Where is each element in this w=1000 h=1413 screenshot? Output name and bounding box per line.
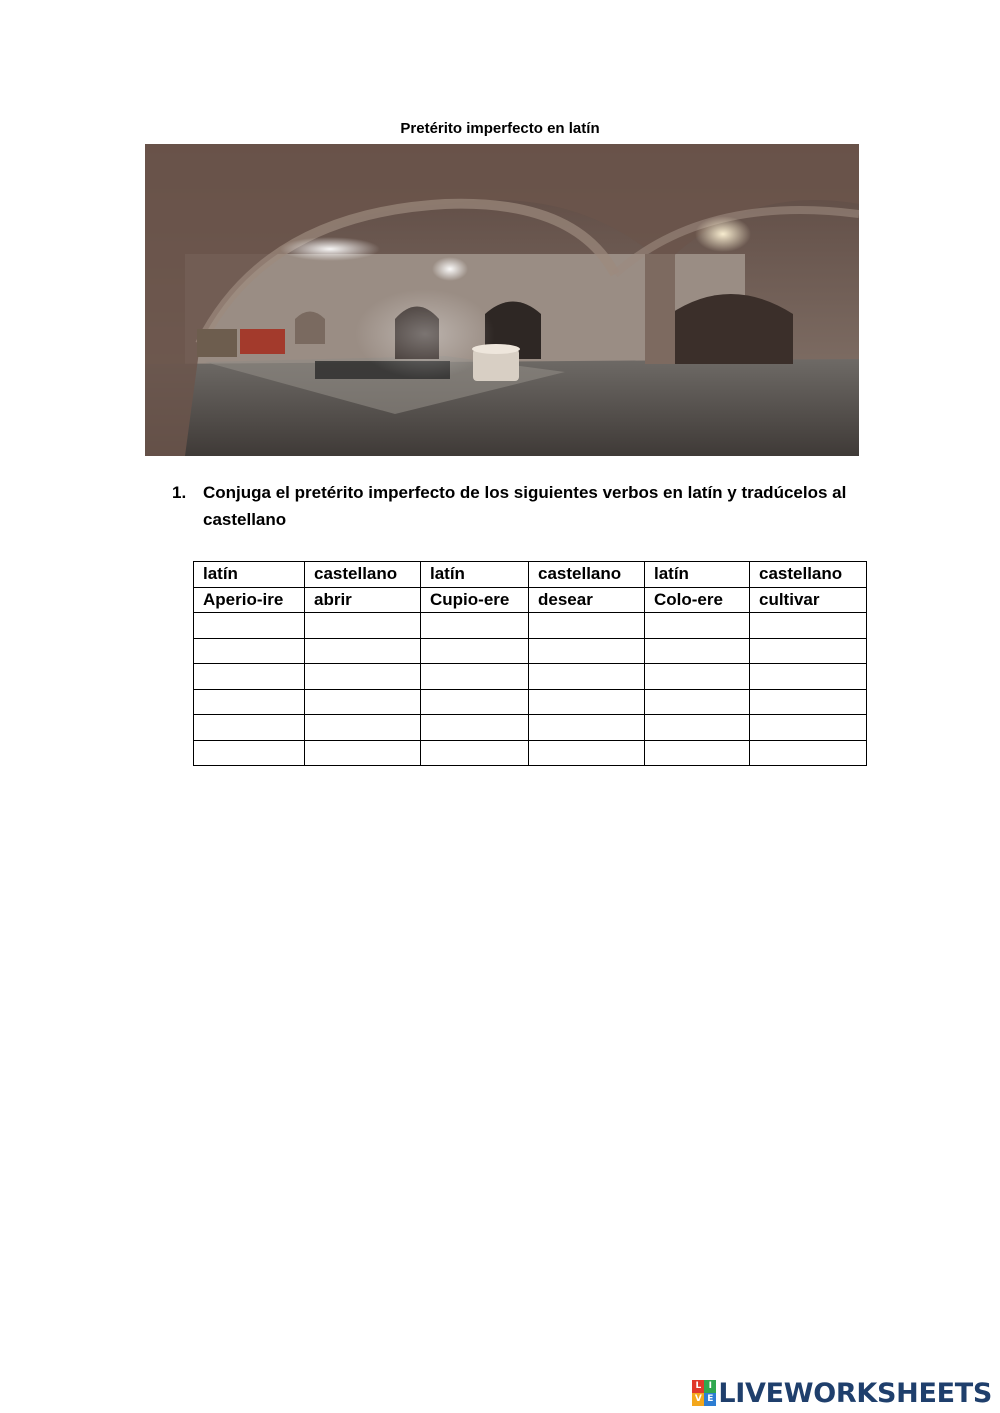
table-row — [194, 613, 867, 639]
answer-cell[interactable] — [421, 664, 529, 690]
table-cell: abrir — [305, 587, 421, 613]
header-cell: latín — [194, 562, 305, 588]
answer-cell[interactable] — [421, 689, 529, 715]
answer-cell[interactable] — [529, 638, 645, 664]
answer-cell[interactable] — [421, 715, 529, 741]
logo-letter: V — [692, 1393, 704, 1406]
answer-cell[interactable] — [750, 664, 867, 690]
answer-cell[interactable] — [645, 740, 750, 766]
header-cell: latín — [421, 562, 529, 588]
answer-cell[interactable] — [194, 740, 305, 766]
table-row — [194, 689, 867, 715]
answer-cell[interactable] — [421, 638, 529, 664]
vaulted-cellar-photo — [145, 144, 859, 456]
answer-cell[interactable] — [645, 664, 750, 690]
conjugation-table — [193, 561, 867, 766]
answer-cell[interactable] — [645, 689, 750, 715]
logo-letter: I — [704, 1380, 716, 1393]
answer-cell[interactable] — [529, 664, 645, 690]
answer-cell[interactable] — [305, 689, 421, 715]
answer-cell[interactable] — [421, 740, 529, 766]
table-row — [194, 638, 867, 664]
table-row — [194, 587, 867, 613]
table-row — [194, 715, 867, 741]
answer-cell[interactable] — [645, 715, 750, 741]
answer-cell[interactable] — [194, 664, 305, 690]
logo-letter: E — [704, 1393, 716, 1406]
answer-cell[interactable] — [305, 715, 421, 741]
table-cell: Colo-ere — [645, 587, 750, 613]
header-cell: latín — [645, 562, 750, 588]
table-cell: Aperio-ire — [194, 587, 305, 613]
answer-cell[interactable] — [529, 715, 645, 741]
answer-cell[interactable] — [421, 613, 529, 639]
liveworksheets-logo-icon — [692, 1380, 716, 1406]
answer-cell[interactable] — [305, 740, 421, 766]
answer-cell[interactable] — [305, 664, 421, 690]
exercise-text: Conjuga el pretérito imperfecto de los siguientes verbos en latín y tradúcelos al castellano — [203, 483, 847, 529]
table-header-row — [194, 562, 867, 588]
answer-cell[interactable] — [750, 613, 867, 639]
exercise-instruction — [172, 479, 862, 533]
answer-cell[interactable] — [194, 715, 305, 741]
header-cell: castellano — [529, 562, 645, 588]
answer-cell[interactable] — [750, 740, 867, 766]
table-row — [194, 664, 867, 690]
answer-cell[interactable] — [529, 613, 645, 639]
answer-cell[interactable] — [645, 613, 750, 639]
logo-letter: L — [692, 1380, 704, 1393]
answer-cell[interactable] — [194, 638, 305, 664]
answer-cell[interactable] — [529, 740, 645, 766]
page-title: Pretérito imperfecto en latín — [400, 120, 600, 137]
answer-cell[interactable] — [305, 638, 421, 664]
answer-cell[interactable] — [194, 689, 305, 715]
answer-cell[interactable] — [194, 613, 305, 639]
header-cell: castellano — [305, 562, 421, 588]
table-cell: Cupio-ere — [421, 587, 529, 613]
exercise-number: 1. — [172, 483, 187, 502]
liveworksheets-watermark — [692, 1376, 992, 1410]
answer-cell[interactable] — [305, 613, 421, 639]
answer-cell[interactable] — [750, 689, 867, 715]
answer-cell[interactable] — [529, 689, 645, 715]
table-cell: desear — [529, 587, 645, 613]
answer-cell[interactable] — [750, 715, 867, 741]
watermark-text: LIVEWORKSHEETS — [718, 1377, 992, 1409]
answer-cell[interactable] — [750, 638, 867, 664]
answer-cell[interactable] — [645, 638, 750, 664]
table-cell: cultivar — [750, 587, 867, 613]
header-cell: castellano — [750, 562, 867, 588]
table-row — [194, 740, 867, 766]
